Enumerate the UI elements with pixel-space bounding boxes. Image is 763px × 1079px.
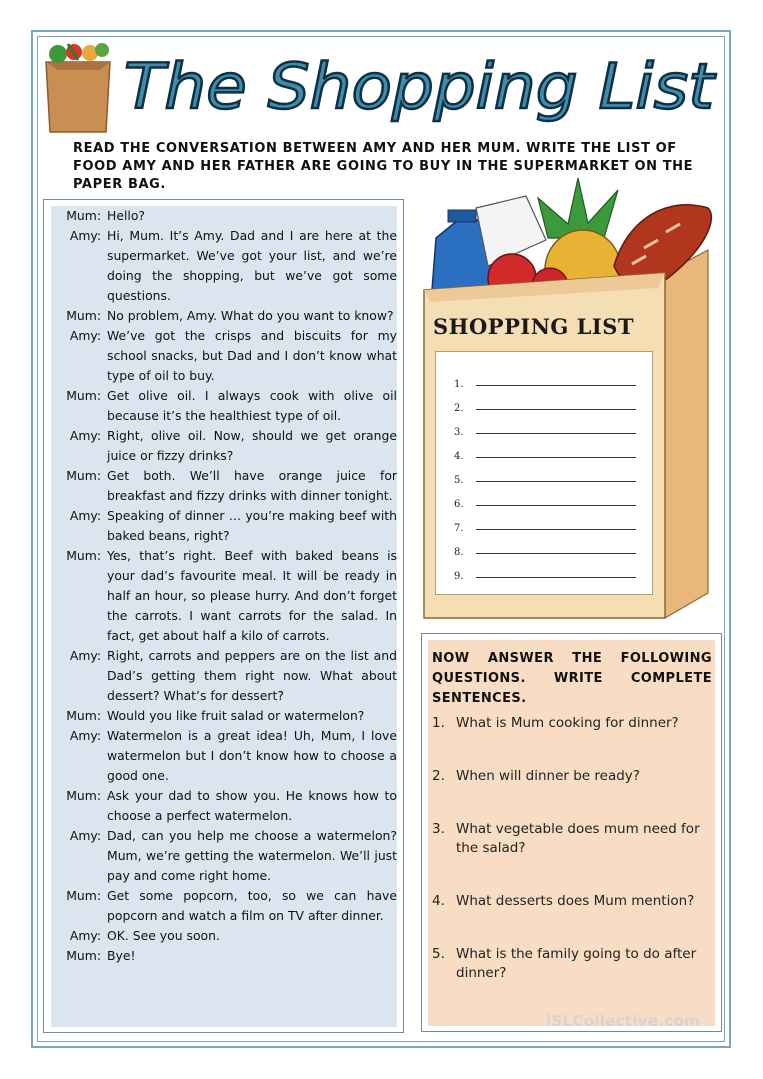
shopping-list-lines [454,366,636,582]
dialogue-text: Ask your dad to show you. He knows how to choose a perfect watermelon. [107,788,397,823]
dialogue-text: Hi, Mum. It’s Amy. Dad and I are here at the supermarket. We’ve got your list, and we’re doing the shopping, but we’ve got some questions. [107,228,397,303]
answer-line[interactable] [476,384,636,386]
question-number: 4. [432,893,445,909]
question-item [432,767,712,786]
question-item [432,892,712,911]
question-item [432,820,712,858]
question-text: What is Mum cooking for dinner? [456,715,679,731]
dialogue-text: Right, olive oil. Now, should we get orange juice or fizzy drinks? [107,428,397,463]
conversation-line [51,206,397,226]
dialogue-text: Watermelon is a great idea! Uh, Mum, I love watermelon but I don’t know how to choose a good one. [107,728,397,783]
conversation-line [51,506,397,546]
list-item [454,462,636,486]
conversation-line [51,726,397,786]
speaker-label: Mum: [66,888,101,903]
question-number: 5. [432,946,445,962]
speaker-label: Amy: [69,428,101,443]
speaker-label: Amy: [69,648,101,663]
question-text: What is the family going to do after dinner? [456,946,697,981]
questions-heading: NOW ANSWER THE FOLLOWING QUESTIONS. WRITE COMPLETE SENTENCES. [432,651,712,706]
question-number: 3. [432,821,445,837]
question-text: What desserts does Mum mention? [456,893,695,909]
page-title-text: The Shopping List [124,50,717,123]
conversation-line [51,386,397,426]
conversation-line [51,546,397,646]
speaker-label: Mum: [66,208,101,223]
question-text: When will dinner be ready? [456,768,640,784]
answer-line[interactable] [476,552,636,554]
answer-line[interactable] [476,480,636,482]
dialogue-text: Yes, that’s right. Beef with baked beans is your dad’s favourite meal. It will be ready in half an hour, so please hurry. And don’t forget the carrots. I want carrots for the salad. In fact, get about half a kilo of carrots. [107,548,397,643]
list-item-number: 1. [454,379,464,390]
dialogue-text: No problem, Amy. What do you want to know? [107,308,394,323]
questions-list [432,714,712,983]
list-item-number: 8. [454,547,464,558]
dialogue-text: Get some popcorn, too, so we can have popcorn and watch a film on TV after dinner. [107,888,397,923]
answer-line[interactable] [476,504,636,506]
conversation-line [51,926,397,946]
conversation-list [51,206,397,966]
conversation-line [51,886,397,926]
conversation-line [51,226,397,306]
speaker-label: Amy: [69,508,101,523]
dialogue-text: Get both. We’ll have orange juice for breakfast and fizzy drinks with dinner tonight. [107,468,397,503]
list-item-number: 3. [454,427,464,438]
speaker-label: Mum: [66,788,101,803]
dialogue-text: Get olive oil. I always cook with olive oil because it’s the healthiest type of oil. [107,388,397,423]
speaker-label: Amy: [69,328,101,343]
conversation-line [51,646,397,706]
conversation-line [51,946,397,966]
answer-line[interactable] [476,528,636,530]
list-item [454,390,636,414]
speaker-label: Mum: [66,468,101,483]
dialogue-text: We’ve got the crisps and biscuits for my school snacks, but Dad and I don’t know what type of oil to buy. [107,328,397,383]
list-item-number: 7. [454,523,464,534]
speaker-label: Amy: [69,728,101,743]
list-item [454,486,636,510]
answer-line[interactable] [476,456,636,458]
dialogue-text: Speaking of dinner … you’re making beef with baked beans, right? [107,508,397,543]
answer-line[interactable] [476,576,636,578]
list-item-number: 9. [454,571,464,582]
conversation-line [51,786,397,826]
watermark: iSLCollective.com [546,1012,701,1030]
speaker-label: Mum: [66,548,101,563]
speaker-label: Amy: [69,928,101,943]
list-item [454,558,636,582]
list-item [454,510,636,534]
conversation-line [51,326,397,386]
speaker-label: Mum: [66,948,101,963]
list-item [454,534,636,558]
conversation-line [51,306,397,326]
dialogue-text: Bye! [107,948,136,963]
list-item [454,366,636,390]
list-item [454,438,636,462]
grocery-bag-icon [40,40,116,136]
list-item-number: 2. [454,403,464,414]
list-item-number: 6. [454,499,464,510]
dialogue-text: Right, carrots and peppers are on the list and Dad’s getting them right now. What about dessert? What’s for dessert? [107,648,397,703]
dialogue-text: OK. See you soon. [107,928,220,943]
instructions: READ THE CONVERSATION BETWEEN AMY AND HER MUM. WRITE THE LIST OF FOOD AMY AND HER FATHER ARE GOING TO BUY IN THE SUPERMARKET ON THE PAPER BAG. [73,141,694,192]
speaker-label: Mum: [66,308,101,323]
list-item-number: 4. [454,451,464,462]
dialogue-text: Hello? [107,208,145,223]
answer-line[interactable] [476,408,636,410]
dialogue-text: Would you like fruit salad or watermelon? [107,708,365,723]
speaker-label: Amy: [69,828,101,843]
question-item [432,714,712,733]
speaker-label: Mum: [66,708,101,723]
conversation-line [51,706,397,726]
answer-line[interactable] [476,432,636,434]
conversation-line [51,426,397,466]
shopping-list-heading: SHOPPING LIST [433,314,635,339]
list-item [454,414,636,438]
question-item [432,945,712,983]
dialogue-text: Dad, can you help me choose a watermelon? Mum, we’re getting the watermelon. We’ll just pay and come right home. [107,828,397,883]
question-number: 1. [432,715,445,731]
list-item-number: 5. [454,475,464,486]
question-number: 2. [432,768,445,784]
page-title [122,38,722,128]
speaker-label: Mum: [66,388,101,403]
question-text: What vegetable does mum need for the salad? [456,821,700,856]
conversation-line [51,466,397,506]
speaker-label: Amy: [69,228,101,243]
conversation-line [51,826,397,886]
